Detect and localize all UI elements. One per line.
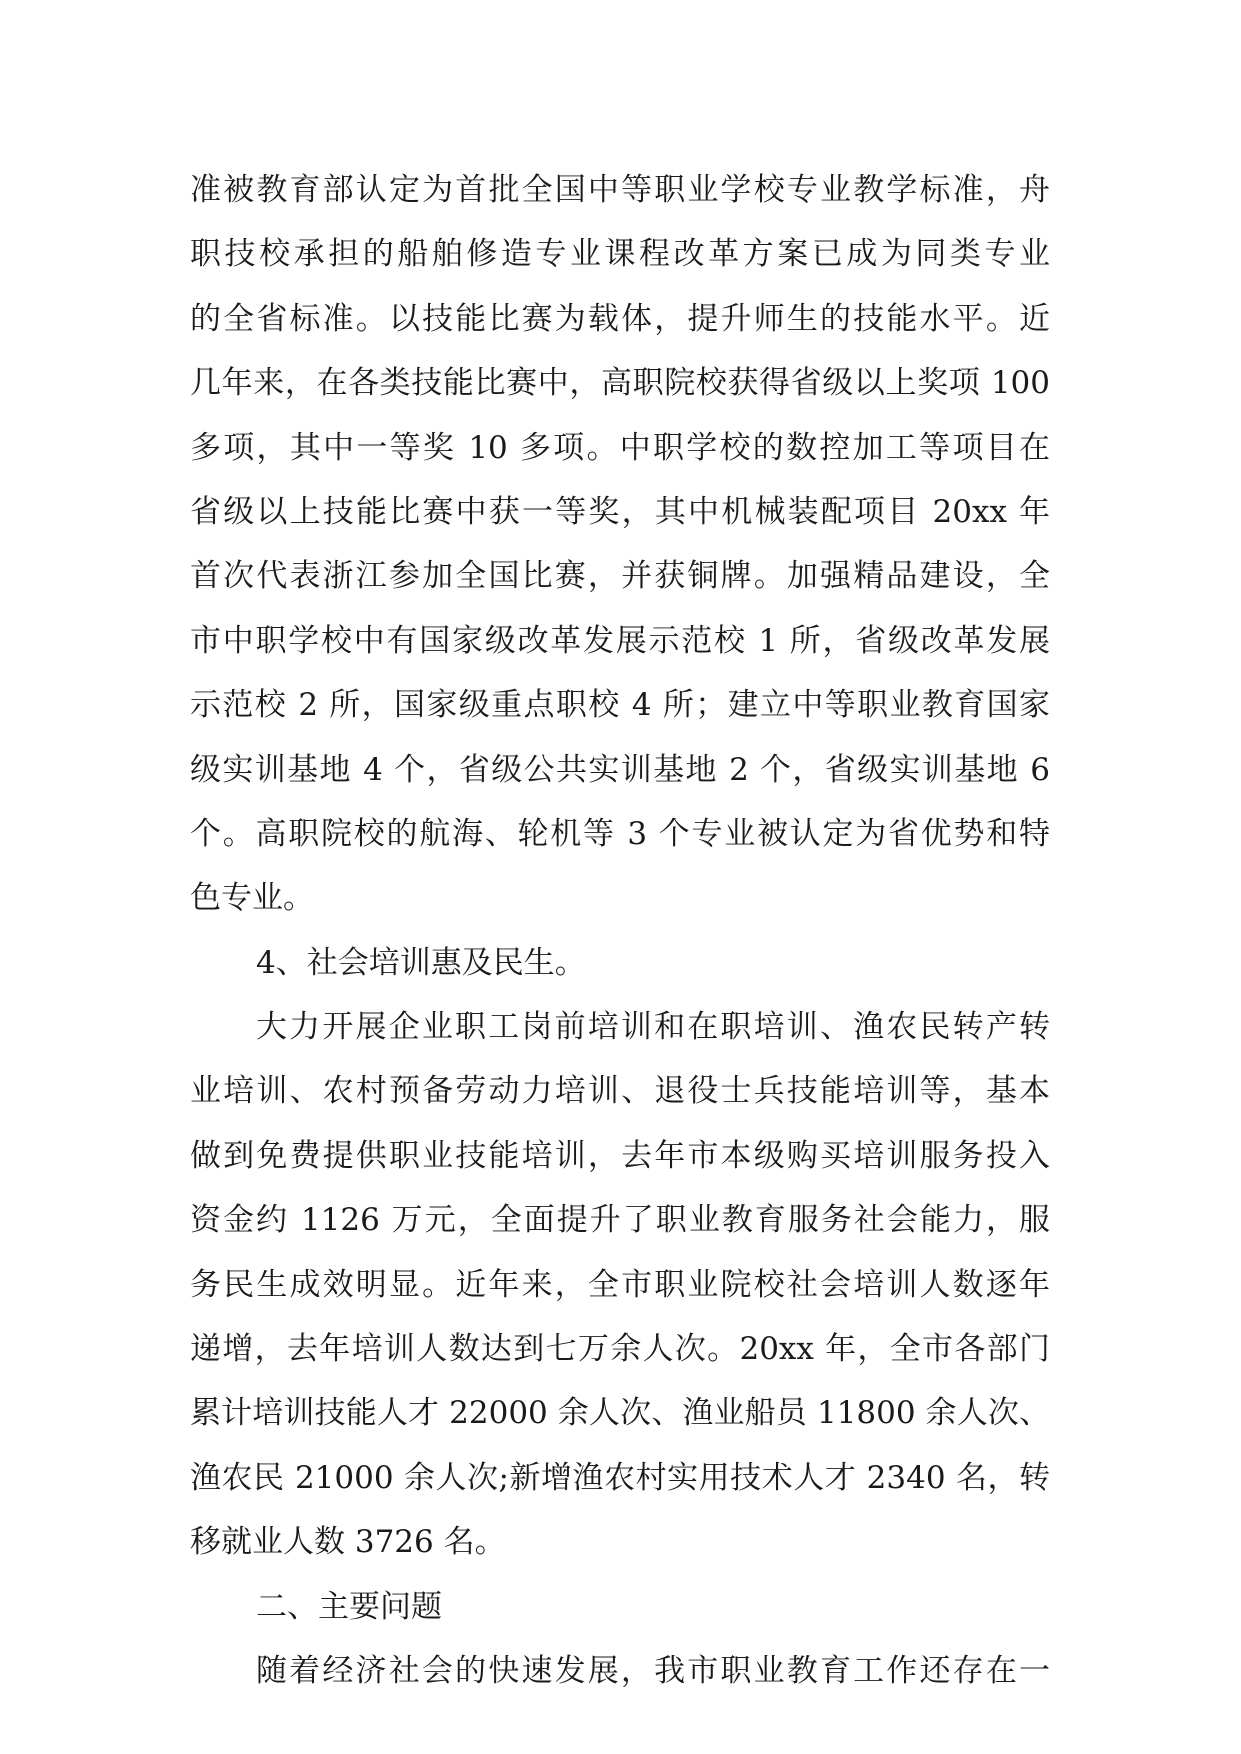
text-line: 大力开展企业职工岗前培训和在职培训、渔农民转产转 (256, 1009, 1050, 1046)
text-line: 示范校 2 所，国家级重点职校 4 所；建立中等职业教育国家 (190, 687, 1050, 724)
text-line: 的全省标准。以技能比赛为载体，提升师生的技能水平。近 (190, 300, 1050, 337)
text-line: 市中职学校中有国家级改革发展示范校 1 所，省级改革发展 (190, 622, 1050, 659)
text-line: 渔农民 21000 余人次;新增渔农村实用技术人才 2340 名，转 (190, 1459, 1050, 1496)
section-heading: 二、主要问题 (256, 1588, 442, 1625)
text-line: 递增，去年培训人数达到七万余人次。20xx 年，全市各部门 (190, 1331, 1050, 1368)
text-line: 业培训、农村预备劳动力培训、退役士兵技能培训等，基本 (190, 1073, 1050, 1110)
text-line: 职技校承担的船舶修造专业课程改革方案已成为同类专业 (190, 236, 1050, 273)
text-line: 资金约 1126 万元，全面提升了职业教育服务社会能力，服 (190, 1202, 1050, 1239)
text-line: 多项，其中一等奖 10 多项。中职学校的数控加工等项目在 (190, 429, 1050, 466)
section-heading: 4、社会培训惠及民生。 (256, 944, 586, 981)
text-line: 级实训基地 4 个，省级公共实训基地 2 个，省级实训基地 6 (190, 751, 1050, 788)
text-line: 做到免费提供职业技能培训，去年市本级购买培训服务投入 (190, 1137, 1050, 1174)
text-line: 累计培训技能人才 22000 余人次、渔业船员 11800 余人次、 (190, 1395, 1050, 1432)
text-line: 随着经济社会的快速发展，我市职业教育工作还存在一 (256, 1652, 1050, 1689)
text-line: 个。高职院校的航海、轮机等 3 个专业被认定为省优势和特 (190, 815, 1050, 852)
text-line: 移就业人数 3726 名。 (190, 1524, 506, 1561)
text-line: 首次代表浙江参加全国比赛，并获铜牌。加强精品建设，全 (190, 558, 1050, 595)
text-line: 省级以上技能比赛中获一等奖，其中机械装配项目 20xx 年 (190, 493, 1050, 530)
text-line: 务民生成效明显。近年来，全市职业院校社会培训人数逐年 (190, 1266, 1050, 1303)
body-text (190, 158, 1050, 1703)
text-line: 几年来，在各类技能比赛中，高职院校获得省级以上奖项 100 (190, 365, 1050, 402)
text-line: 色专业。 (190, 880, 314, 917)
text-line: 准被教育部认定为首批全国中等职业学校专业教学标准，舟 (190, 172, 1050, 208)
